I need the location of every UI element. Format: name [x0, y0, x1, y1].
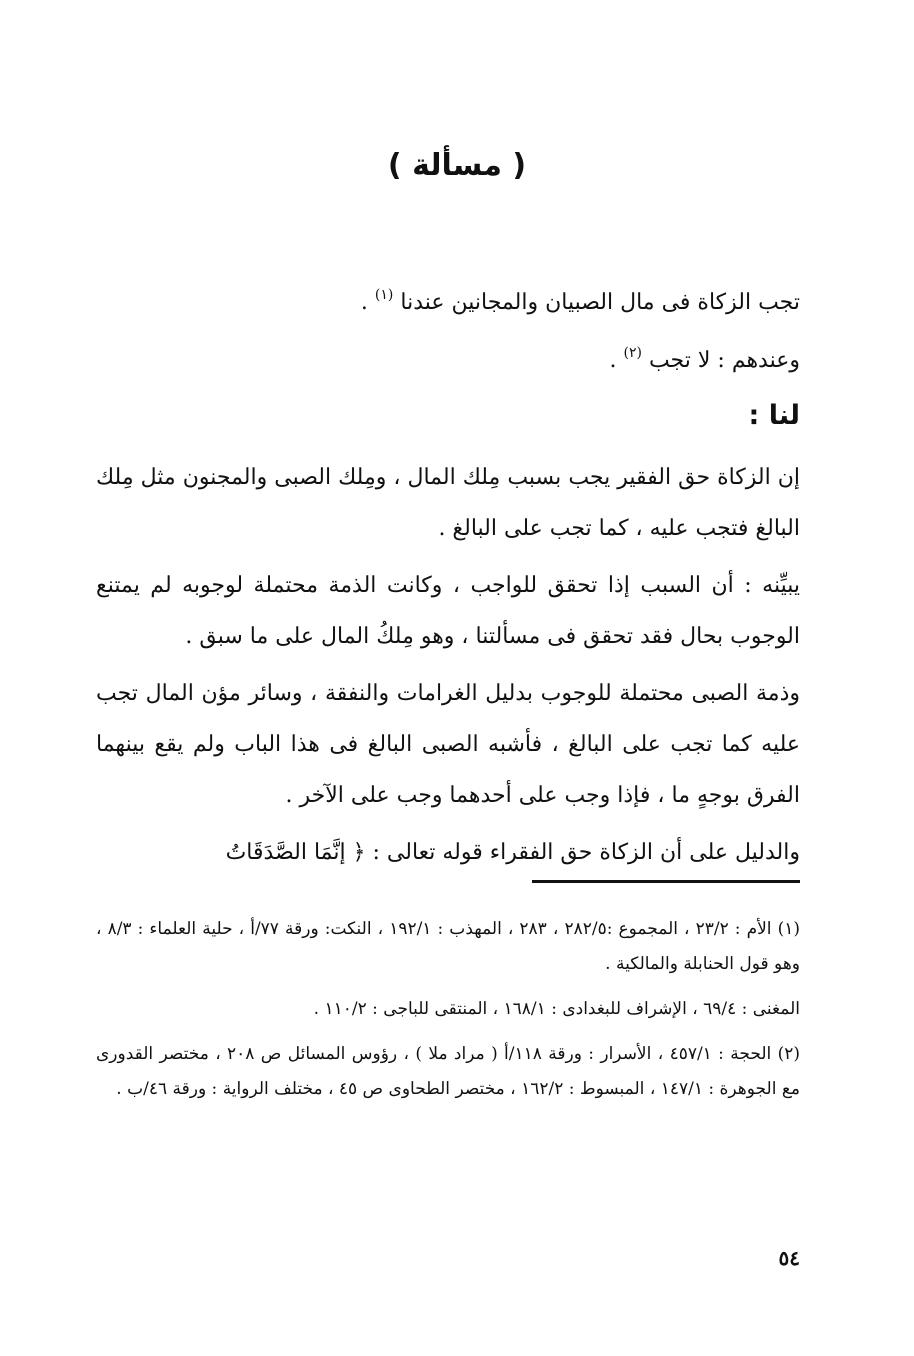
statement-text: تجب الزكاة فى مال الصبيان والمجانين عندنا: [400, 290, 800, 315]
page-number: ٥٤: [778, 1246, 800, 1270]
paragraph-2: يبيِّنه : أن السبب إذا تحقق للواجب ، وكانت الذمة محتملة لوجوبه لم يمتنع الوجوب بحال فقد تحقق فى مسألتنا ، وهو مِلكُ المال على ما سبق .: [96, 573, 800, 649]
footnote-1-continued: المغنى : ٦٩/٤ ، الإشراف للبغدادى : ١٦٨/١ ، المنتقى للباجى : ١١٠/٢ .: [313, 999, 800, 1019]
statement-line: [96, 270, 800, 328]
footnote-1: (١) الأم : ٢٣/٢ ، المجموع :٢٨٢/٥ ، ٢٨٣ ، المهذب : ١٩٢/١ ، النكت: ورقة ٧٧/أ ، حلية العلماء : ٨/٣ ، وهو قول الحنابلة والمالكية .: [96, 919, 800, 974]
evidence-heading: لنا :: [748, 400, 800, 431]
footnote-ref-2: (٢): [623, 345, 642, 361]
opponents-line: [96, 328, 800, 386]
footnote-divider: [532, 880, 800, 883]
statement-end: .: [360, 290, 368, 315]
footnotes: [96, 912, 800, 1117]
paragraph-1: إن الزكاة حق الفقير يجب بسبب مِلك المال ، ومِلك الصبى والمجنون مثل مِلك البالغ فتجب عليه ، كما تجب على البالغ .: [96, 465, 800, 541]
footnote-2: (٢) الحجة : ٤٥٧/١ ، الأسرار : ورقة ١١٨/أ ( مراد ملا ) ، رؤوس المسائل ص ٢٠٨ ، مختصر القدورى مع الجوهرة : ١٤٧/١ ، المبسوط : ١٦٢/٢ ، مختصر الطحاوى ص ٤٥ ، مختلف الرواية : ورقة ٤٦/ب .: [96, 1044, 801, 1099]
main-text: [96, 270, 800, 878]
footnote-ref-1: (١): [374, 287, 394, 303]
opponents-end: .: [609, 348, 617, 373]
paragraph-4: والدليل على أن الزكاة حق الفقراء قوله تعالى : ﴿ إنَّمَا الصَّدَقَاتُ: [225, 840, 800, 865]
paragraph-3: وذمة الصبى محتملة للوجوب بدليل الغرامات والنفقة ، وسائر مؤن المال تجب عليه كما تجب على البالغ ، فأشبه الصبى البالغ فى هذا الباب ولم يقع بينهما الفرق بوجهٍ ما ، فإذا وجب على أحدهما وجب على الآخر .: [96, 681, 800, 808]
section-title: ( مسألة ): [387, 148, 527, 183]
opponents-text: وعندهم : لا تجب: [648, 348, 800, 373]
